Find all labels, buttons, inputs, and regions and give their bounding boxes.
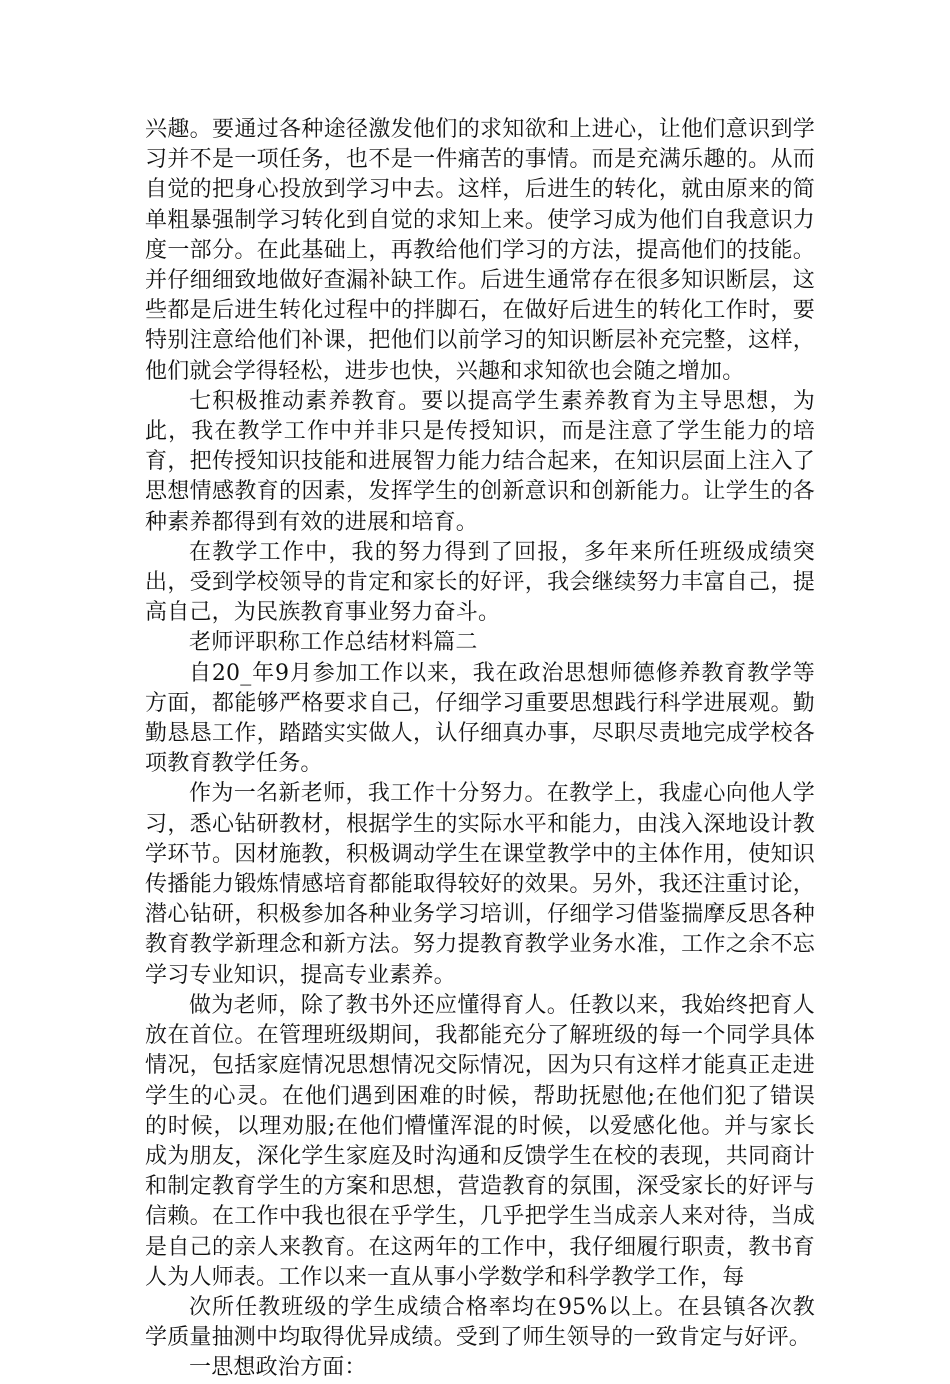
paragraph-8: 一思想政治方面： [189, 1355, 367, 1381]
paragraph-4: 自20_年9月参加工作以来，我在政治思想师德修养教育教学等方面，都能够严格要求自己，仔细学习重要思想践行科学进展观。勤勤恳恳工作，踏踏实实做人，认仔细真办事，尽职尽责地完成学校各项教育教学任务。 [145, 660, 815, 777]
paragraph-7: 次所任教班级的学生成绩合格率均在95%以上。在县镇各次教学质量抽测中均取得优异成绩。受到了师生领导的一致肯定与好评。 [145, 1294, 815, 1351]
paragraph-1: 兴趣。要通过各种途径激发他们的求知欲和上进心，让他们意识到学习并不是一项任务，也不是一件痛苦的事情。而是充满乐趣的。从而自觉的把身心投放到学习中去。这样，后进生的转化，就由原来的简单粗暴强制学习转化到自觉的求知上来。使学习成为他们自我意识力度一部分。在此基础上，再教给他们学习的方法，提高他们的技能。并仔细细致地做好查漏补缺工作。后进生通常存在很多知识断层，这些都是后进生转化过程中的拌脚石，在做好后进生的转化工作时，要特别注意给他们补课，把他们以前学习的知识断层补充完整，这样，他们就会学得轻松，进步也快，兴趣和求知欲也会随之增加。 [145, 117, 815, 384]
section-heading: 老师评职称工作总结材料篇二 [189, 630, 478, 656]
paragraph-5: 作为一名新老师，我工作十分努力。在教学上，我虚心向他人学习，悉心钻研教材，根据学生的实际水平和能力，由浅入深地设计教学环节。因材施教，积极调动学生在课堂教学中的主体作用，使知识传播能力锻炼情感培育都能取得较好的效果。另外，我还注重讨论，潜心钻研，积极参加各种业务学习培训，仔细学习借鉴揣摩反思各种教育教学新理念和新方法。努力提教育教学业务水准，工作之余不忘学习专业知识，提高专业素养。 [145, 781, 815, 988]
paragraph-2: 七积极推动素养教育。要以提高学生素养教育为主导思想，为此，我在教学工作中并非只是传授知识，而是注意了学生能力的培育，把传授知识技能和进展智力能力结合起来，在知识层面上注入了思想情感教育的因素，发挥学生的创新意识和创新能力。让学生的各种素养都得到有效的进展和培育。 [145, 388, 815, 535]
paragraph-6: 做为老师，除了教书外还应懂得育人。任教以来，我始终把育人放在首位。在管理班级期间，我都能充分了解班级的每一个同学具体情况，包括家庭情况思想情况交际情况，因为只有这样才能真正走进学生的心灵。在他们遇到困难的时候，帮助抚慰他;在他们犯了错误的时候，以理劝服;在他们懵懂浑混的时候，以爱感化他。并与家长成为朋友，深化学生家庭及时沟通和反馈学生在校的表现，共同商计和制定教育学生的方案和思想，营造教育的氛围，深受家长的好评与信赖。在工作中我也很在乎学生，几乎把学生当成亲人来对待，当成是自己的亲人来教育。在这两年的工作中，我仔细履行职责，教书育人为人师表。工作以来一直从事小学数学和科学教学工作，每 [145, 992, 815, 1290]
document-page [145, 115, 815, 1384]
paragraph-3: 在教学工作中，我的努力得到了回报，多年来所任班级成绩突出，受到学校领导的肯定和家长的好评，我会继续努力丰富自己，提高自己，为民族教育事业努力奋斗。 [145, 539, 815, 626]
